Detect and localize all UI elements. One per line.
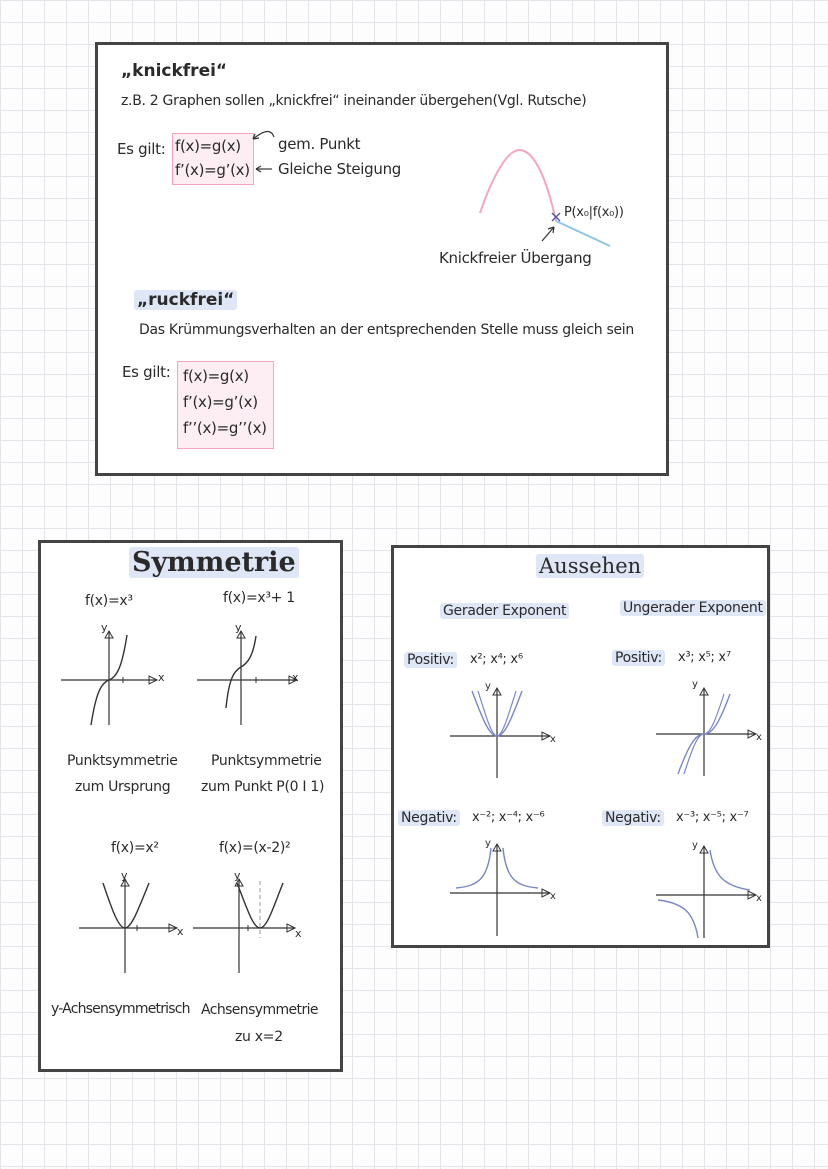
aussehen-positiv-odd-exponents: x³; x⁵; x⁷	[678, 650, 731, 665]
graph-3-y-label: y	[121, 869, 128, 882]
aussehen-positiv-label-2: Positiv:	[612, 650, 665, 666]
aussehen-graph-4-x-label: x	[756, 893, 762, 904]
ruckfrei-es-gilt: Es gilt:	[122, 363, 171, 381]
graph-2-y-label: y	[235, 621, 242, 634]
knickfrei-condition-1: f(x)=g(x)	[175, 137, 241, 155]
symmetrie-function-2: f(x)=x³+ 1	[223, 590, 295, 606]
knickfrei-note-gem-punkt: gem. Punkt	[278, 135, 361, 153]
aussehen-positiv-label-1: Positiv:	[404, 652, 457, 668]
knickfrei-card	[95, 42, 669, 476]
aussehen-graph-4-y-label: y	[692, 840, 698, 851]
symmetrie-function-1: f(x)=x³	[85, 593, 133, 609]
knickfrei-description: z.B. 2 Graphen sollen „knickfrei“ ineinander übergehen(Vgl. Rutsche)	[121, 93, 587, 109]
aussehen-negativ-label-2: Negativ:	[602, 810, 664, 826]
graph-4-x-label: x	[295, 927, 302, 940]
aussehen-column-odd: Ungerader Exponent	[620, 600, 766, 616]
graph-negative-odd	[394, 548, 773, 951]
graph-2-x-label: x	[292, 671, 299, 684]
aussehen-column-even: Gerader Exponent	[440, 603, 569, 619]
aussehen-graph-3-y-label: y	[485, 838, 491, 849]
knickfrei-title: „knickfrei“	[121, 61, 228, 81]
symmetrie-card	[38, 540, 343, 1072]
aussehen-title: Aussehen	[536, 554, 644, 578]
knickfrei-es-gilt: Es gilt:	[117, 140, 166, 158]
aussehen-graph-3-x-label: x	[550, 891, 556, 902]
aussehen-card	[391, 545, 770, 948]
ruckfrei-description: Das Krümmungsverhalten an der entsprechenden Stelle muss gleich sein	[139, 322, 634, 338]
knickfrei-caption: Knickfreier Übergang	[439, 249, 592, 267]
knickfrei-point-label: P(x₀|f(x₀))	[564, 205, 624, 220]
ruckfrei-condition-3: f’’(x)=g’’(x)	[183, 419, 267, 437]
ruckfrei-condition-2: f’(x)=g’(x)	[183, 393, 258, 411]
aussehen-graph-2-y-label: y	[692, 679, 698, 690]
graph-x-minus-2-squared	[41, 543, 346, 1075]
symmetrie-function-3: f(x)=x²	[111, 840, 159, 856]
symmetrie-label-4b: zu x=2	[235, 1029, 283, 1045]
aussehen-negativ-label-1: Negativ:	[398, 810, 460, 826]
symmetrie-label-1b: zum Ursprung	[75, 779, 171, 795]
symmetrie-title: Symmetrie	[129, 547, 299, 578]
aussehen-graph-1-x-label: x	[550, 734, 556, 745]
graph-3-x-label: x	[177, 925, 184, 938]
aussehen-graph-2-x-label: x	[756, 732, 762, 743]
graph-1-y-label: y	[101, 621, 108, 634]
aussehen-positiv-even-exponents: x²; x⁴; x⁶	[470, 652, 523, 667]
graph-4-y-label: y	[234, 869, 241, 882]
knickfrei-note-gleiche-steigung: Gleiche Steigung	[278, 160, 401, 178]
symmetrie-label-2a: Punktsymmetrie	[211, 753, 322, 769]
ruckfrei-title: „ruckfrei“	[134, 290, 237, 310]
graph-1-x-label: x	[158, 671, 165, 684]
knickfrei-condition-2: f’(x)=g’(x)	[175, 161, 250, 179]
symmetrie-label-2b: zum Punkt P(0 I 1)	[201, 779, 325, 795]
symmetrie-function-4: f(x)=(x-2)²	[219, 840, 291, 856]
symmetrie-label-3: y-Achsensymmetrisch	[51, 1001, 190, 1017]
aussehen-negativ-even-exponents: x⁻²; x⁻⁴; x⁻⁶	[472, 810, 545, 825]
symmetrie-label-1a: Punktsymmetrie	[67, 753, 178, 769]
ruckfrei-condition-1: f(x)=g(x)	[183, 367, 249, 385]
aussehen-negativ-odd-exponents: x⁻³; x⁻⁵; x⁻⁷	[676, 810, 749, 825]
symmetrie-label-4a: Achsensymmetrie	[201, 1002, 318, 1018]
aussehen-graph-1-y-label: y	[485, 681, 491, 692]
